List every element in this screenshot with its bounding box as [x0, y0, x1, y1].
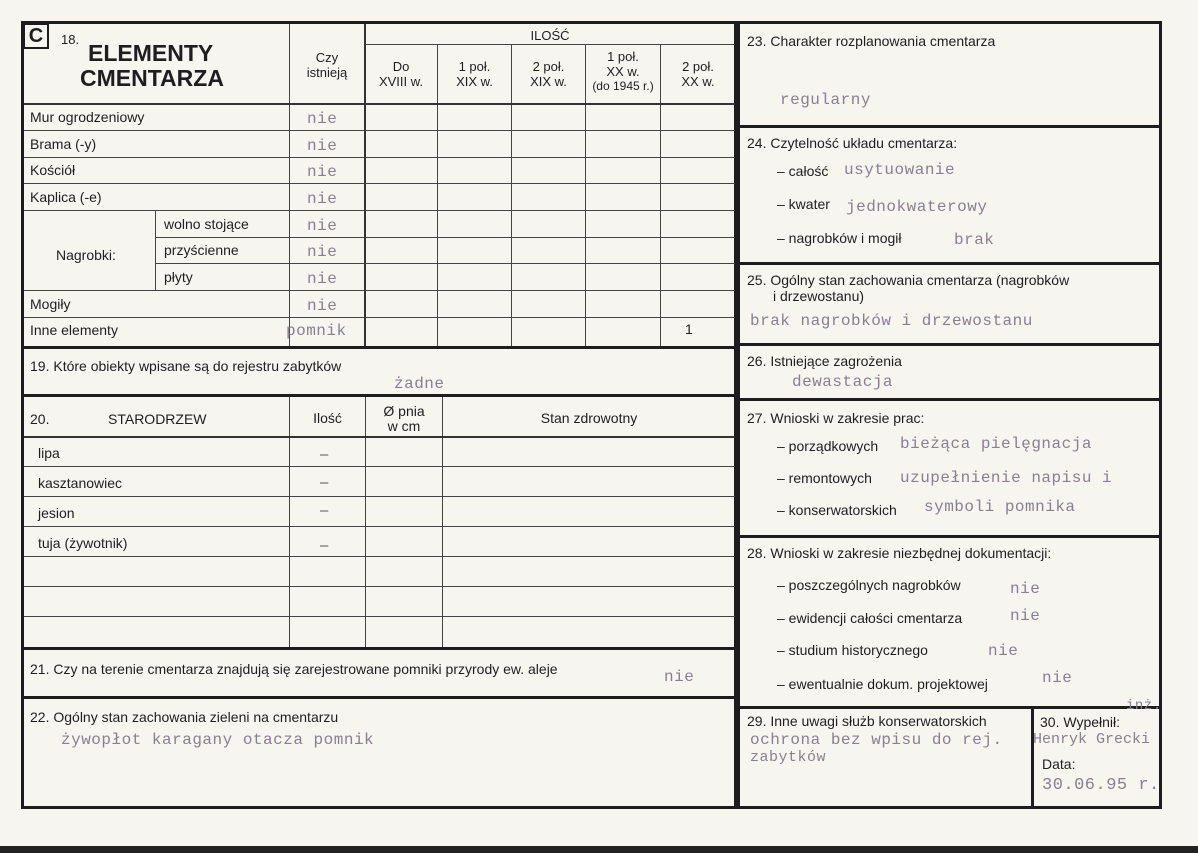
s27-question: 27. Wnioski w zakresie prac: — [747, 410, 925, 426]
card-bottom-edge — [0, 846, 1198, 853]
card-letter: C — [28, 25, 44, 47]
other-elements-label: Inne elementy — [30, 322, 118, 338]
row-label: Mur ogrodzeniowy — [30, 109, 145, 125]
gravestone-type-label: przyścienne — [164, 242, 239, 258]
gravestones-label: Nagrobki: — [56, 247, 116, 263]
trees-qty-header: Ilość — [313, 410, 342, 426]
graves-label: Mogiły — [30, 296, 71, 312]
s24-item-label: – kwater — [777, 196, 830, 212]
s21-question: 21. Czy na terenie cmentarza znajdują się zarejestrowane pomniki przyrody ew. aleje — [30, 661, 558, 677]
s27-item-answer: uzupełnienie napisu i — [900, 469, 1113, 487]
tree-qty: – — [320, 446, 329, 463]
tree-qty: – — [320, 502, 329, 519]
s29-answer-cont: zabytków — [750, 749, 827, 766]
tree-qty: – — [320, 537, 329, 554]
s28-item-answer: nie — [1010, 580, 1041, 598]
exists-header: Czy istnieją — [306, 50, 348, 80]
s24-item-label: – całość — [777, 163, 829, 179]
s21-answer: nie — [664, 668, 695, 686]
quantity-header: ILOŚĆ — [530, 28, 570, 43]
gravestone-type-label: płyty — [164, 269, 193, 285]
row-label: Brama (-y) — [30, 136, 97, 152]
s20-number: 20. — [30, 411, 50, 427]
title-line1: ELEMENTY — [88, 40, 214, 66]
s24-question: 24. Czytelność układu cmentarza: — [747, 135, 958, 151]
card-letter-box — [23, 23, 49, 49]
row-value: nie — [307, 163, 338, 181]
period-header: 1 poł. XX w. (do 1945 r.) — [592, 49, 654, 93]
s26-answer: dewastacja — [792, 373, 894, 391]
row-value: nie — [307, 110, 338, 128]
gravestone-type-value: nie — [307, 217, 338, 235]
row-value: nie — [307, 190, 338, 208]
s28-item-answer: nie — [988, 642, 1019, 660]
s30-question: 30. Wypełnił: — [1040, 714, 1121, 730]
s28-item-answer: nie — [1042, 669, 1073, 687]
s25-question: 25. Ogólny stan zachowania cmentarza (nagrobków — [747, 272, 1070, 288]
s19-question: 19. Które obiekty wpisane są do rejestru zabytków — [30, 358, 342, 374]
s24-item-answer: usytuowanie — [844, 161, 956, 179]
s19-answer: żadne — [394, 375, 445, 393]
s30-date-label: Data: — [1042, 756, 1076, 772]
tree-qty: – — [320, 474, 329, 491]
row-label: Kościół — [30, 162, 76, 178]
row-value: nie — [307, 137, 338, 155]
s29-answer: ochrona bez wpisu do rej. — [750, 731, 1003, 749]
s24-item-answer: jednokwaterowy — [846, 198, 988, 216]
s28-item-label: – poszczególnych nagrobków — [777, 577, 961, 593]
s30-name: Henryk Grecki — [1033, 731, 1151, 748]
s28-item-label: – studium historycznego — [777, 642, 928, 658]
s23-question: 23. Charakter rozplanowania cmentarza — [747, 33, 996, 49]
period-header: 1 poł. XIX w. — [456, 59, 493, 89]
s28-item-answer: nie — [1010, 607, 1041, 625]
trees-diameter-header: Ø pnia w cm — [383, 403, 425, 434]
s26-question: 26. Istniejące zagrożenia — [747, 353, 902, 369]
other-elements-count: 1 — [685, 321, 693, 337]
s20-header: STARODRZEW — [108, 411, 207, 427]
period-header: 2 poł. XX w. — [681, 59, 715, 89]
s22-question: 22. Ogólny stan zachowania zieleni na cmentarzu — [30, 709, 339, 725]
tree-name: kasztanowiec — [38, 475, 123, 491]
trees-health-header: Stan zdrowotny — [540, 410, 638, 426]
s28-item-label: – ewentualnie dokum. projektowej — [777, 676, 988, 692]
s25-question-cont: i drzewostanu) — [773, 288, 865, 304]
period-header: 2 poł. XIX w. — [530, 59, 567, 89]
s25-answer: brak nagrobków i drzewostanu — [750, 312, 1033, 330]
tree-name: tuja (żywotnik) — [38, 535, 128, 551]
s30-title: inż. — [1126, 698, 1162, 714]
graves-value: nie — [307, 297, 338, 315]
period-header: Do XVIII w. — [378, 59, 424, 89]
s29-question: 29. Inne uwagi służb konserwatorskich — [747, 713, 987, 729]
s27-item-label: – porządkowych — [777, 438, 879, 454]
s27-item-answer: bieżąca pielęgnacja — [900, 435, 1092, 453]
other-elements-value: pomnik — [286, 322, 347, 340]
tree-name: lipa — [38, 445, 60, 461]
gravestone-type-label: wolno stojące — [164, 216, 249, 232]
s28-item-label: – ewidencji całości cmentarza — [777, 610, 963, 626]
title-line2: CMENTARZA — [80, 65, 224, 91]
section-18-number: 18. — [61, 32, 80, 47]
s22-answer: żywopłot karagany otacza pomnik — [61, 731, 375, 749]
section-26 — [737, 343, 1162, 401]
s23-answer: regularny — [780, 91, 871, 109]
s24-item-answer: brak — [954, 231, 995, 249]
s27-item-label: – konserwatorskich — [777, 502, 897, 518]
tree-name: jesion — [38, 505, 75, 521]
gravestone-type-value: nie — [307, 243, 338, 261]
s28-question: 28. Wnioski w zakresie niezbędnej dokumentacji: — [747, 545, 1052, 561]
s27-item-answer: symboli pomnika — [924, 498, 1076, 516]
s30-date: 30.06.95 r. — [1042, 776, 1160, 795]
s24-item-label: – nagrobków i mogił — [777, 230, 902, 246]
gravestone-type-value: nie — [307, 270, 338, 288]
row-label: Kaplica (-e) — [30, 189, 102, 205]
s27-item-label: – remontowych — [777, 470, 872, 486]
